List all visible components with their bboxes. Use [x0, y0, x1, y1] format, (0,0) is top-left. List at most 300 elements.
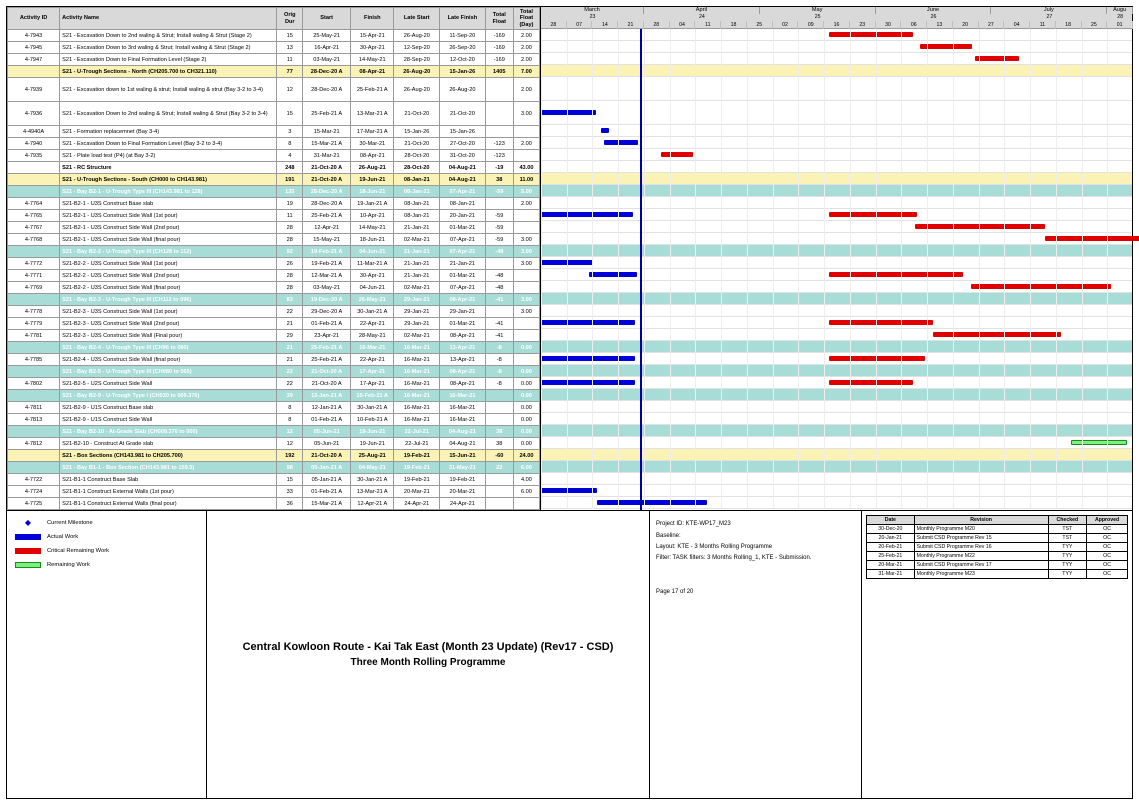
cell-ls: 02-Mar-21: [394, 234, 440, 246]
gantt-bar-blue[interactable]: [589, 272, 637, 277]
gantt-bar-blue[interactable]: [601, 128, 609, 133]
cell-tf: -41: [485, 330, 513, 342]
table-row[interactable]: [8, 450, 540, 462]
cell-lf: 27-Oct-20: [440, 138, 486, 150]
day-label: 27: [979, 21, 1005, 29]
table-row[interactable]: [8, 342, 540, 354]
table-row[interactable]: [8, 174, 540, 186]
cell-name: S21 - Formation replacemnet (Bay 3-4): [60, 126, 277, 138]
cell-ls: 21-Oct-20: [394, 138, 440, 150]
cell-od: 28: [277, 222, 303, 234]
revision-approved: OC: [1087, 525, 1128, 534]
cell-ls: 28-Oct-20: [394, 162, 440, 174]
table-row[interactable]: [8, 270, 540, 282]
cell-finish: 17-Apr-21: [351, 378, 394, 390]
gantt-row: [541, 473, 1132, 485]
gantt-bar-red[interactable]: [829, 356, 925, 361]
cell-tf: -41: [485, 318, 513, 330]
revision-checked: TYY: [1048, 561, 1087, 570]
cell-tf: -48: [485, 282, 513, 294]
cell-tr: 5.00: [513, 186, 539, 198]
cell-ls: 22-Jul-21: [394, 426, 440, 438]
revision-approved: OC: [1087, 534, 1128, 543]
gridline: [1107, 29, 1108, 509]
gantt-bar-red[interactable]: [975, 56, 1019, 61]
cell-lf: 31-Oct-20: [440, 150, 486, 162]
cell-tf: -19: [485, 162, 513, 174]
day-label: 04: [670, 21, 696, 29]
table-row[interactable]: [8, 330, 540, 342]
cell-lf: 26-Sep-20: [440, 42, 486, 54]
table-row[interactable]: [8, 42, 540, 54]
cell-tr: 2.00: [513, 78, 539, 102]
cell-tf: -59: [485, 210, 513, 222]
cell-finish: 30-Jan-21 A: [351, 306, 394, 318]
cell-od: 22: [277, 306, 303, 318]
cell-finish: 19-Jun-21: [351, 426, 394, 438]
revision-date: 20-Mar-21: [867, 561, 915, 570]
cell-name: S21-B2-10 - Construct At Grade slab: [60, 438, 277, 450]
cell-lf: 20-Jan-21: [440, 210, 486, 222]
cell-tf: -8: [485, 366, 513, 378]
gantt-bar-blue[interactable]: [541, 110, 596, 115]
cell-start: 12-Jan-21 A: [303, 402, 351, 414]
cell-name: S21-B1-1 Construct External Walls (final pour): [60, 498, 277, 510]
cell-tf: -59: [485, 222, 513, 234]
cell-id: [8, 342, 60, 354]
cell-tr: 0.00: [513, 426, 539, 438]
table-row[interactable]: [8, 474, 540, 486]
cell-name: S21-B2-2 - U3S Construct Side Wall (2nd pour): [60, 270, 277, 282]
table-row[interactable]: [8, 210, 540, 222]
table-row[interactable]: [8, 78, 540, 102]
table-row[interactable]: [8, 318, 540, 330]
gridline: [824, 29, 825, 509]
cell-tf: -60: [485, 450, 513, 462]
cell-lf: 20-Mar-21: [440, 486, 486, 498]
cell-finish: 18-Jun-21: [351, 234, 394, 246]
cell-finish: 19-Jun-21: [351, 438, 394, 450]
cell-start: 23-Apr-21: [303, 330, 351, 342]
table-row[interactable]: [8, 282, 540, 294]
cell-name: S21 - Bay B2-3 - U-Trough Type III (CH112 to 096): [60, 294, 277, 306]
revision-date: 20-Feb-21: [867, 543, 915, 552]
revision-head: [867, 516, 1128, 525]
month-label: June: [876, 7, 992, 14]
gantt-bar-blue[interactable]: [541, 356, 635, 361]
table-row[interactable]: [8, 258, 540, 270]
gantt-bar-red[interactable]: [829, 320, 933, 325]
table-row[interactable]: [8, 66, 540, 78]
cell-od: 11: [277, 210, 303, 222]
gantt-bar-blue[interactable]: [604, 140, 638, 145]
cell-od: 8: [277, 138, 303, 150]
gridline: [592, 29, 593, 509]
cell-ls: 16-Mar-21: [394, 414, 440, 426]
title-line-1: Central Kowloon Route - Kai Tak East (Month 23 Update) (Rev17 - CSD): [242, 640, 614, 653]
filter: Filter: TASK filters: 3 Months Rolling_1, KTE - Submission.: [656, 555, 812, 562]
cell-od: 11: [277, 54, 303, 66]
cell-ls: 21-Oct-20: [394, 102, 440, 126]
cell-tr: 0.00: [513, 342, 539, 354]
cell-start: 16-Apr-21: [303, 42, 351, 54]
cell-od: 15: [277, 474, 303, 486]
document-title: [207, 511, 650, 798]
cell-start: 03-May-21: [303, 282, 351, 294]
cell-od: 29: [277, 330, 303, 342]
revision-date: 20-Jan-21: [867, 534, 915, 543]
cell-name: S21-B2-1 - U3S Construct Side Wall (1st pour): [60, 210, 277, 222]
gridline: [1004, 29, 1005, 509]
data-date-line: [640, 29, 642, 510]
cell-start: 15-Mar-21 A: [303, 498, 351, 510]
cell-tf: [485, 486, 513, 498]
cell-lf: 01-Mar-21: [440, 318, 486, 330]
cell-finish: 30-Mar-21: [351, 138, 394, 150]
cell-lf: 16-Mar-21: [440, 402, 486, 414]
cell-od: 248: [277, 162, 303, 174]
cell-finish: 22-Apr-21: [351, 318, 394, 330]
col-late-start: Late Start: [394, 8, 440, 30]
gantt-bar-blue[interactable]: [541, 380, 635, 385]
table-row[interactable]: [8, 486, 540, 498]
cell-tf: -123: [485, 150, 513, 162]
cell-lf: 24-Apr-21: [440, 498, 486, 510]
month-label: May: [760, 7, 876, 14]
table-row[interactable]: [8, 414, 540, 426]
cell-id: 4-7781: [8, 330, 60, 342]
legend-label: Critical Remaining Work: [47, 547, 110, 554]
cell-name: S21-B2-2 - U3S Construct Side Wall (1st pour): [60, 258, 277, 270]
cell-tr: 2.00: [513, 54, 539, 66]
table-row[interactable]: [8, 138, 540, 150]
cell-ls: 19-Feb-21: [394, 450, 440, 462]
cell-id: 4-7778: [8, 306, 60, 318]
cell-od: 98: [277, 462, 303, 474]
cell-tr: 0.00: [513, 438, 539, 450]
table-row[interactable]: [8, 366, 540, 378]
cell-id: 4-7939: [8, 78, 60, 102]
gantt-row: [541, 149, 1132, 161]
gridline: [644, 29, 645, 509]
gantt-row: [541, 233, 1132, 245]
week-label: 27: [1046, 14, 1053, 20]
cell-id: 4-7802: [8, 378, 60, 390]
table-row[interactable]: [8, 102, 540, 126]
gantt-row: [541, 401, 1132, 413]
gantt-bar-red[interactable]: [829, 212, 917, 217]
day-label: 28: [644, 21, 670, 29]
cell-od: 21: [277, 342, 303, 354]
gantt-row: [541, 389, 1132, 401]
cell-tr: [513, 318, 539, 330]
day-label: 11: [1030, 21, 1056, 29]
gantt-row: [541, 461, 1132, 473]
cell-tr: [513, 126, 539, 138]
gantt-row: [541, 413, 1132, 425]
cell-od: 26: [277, 258, 303, 270]
cell-ls: 21-Jan-21: [394, 246, 440, 258]
gantt-row: [541, 77, 1132, 101]
cell-finish: 26-May-21: [351, 294, 394, 306]
cell-name: S21 - Bay B2-9 - U-Trough Type I (CH020 to 009.376): [60, 390, 277, 402]
gantt-row: [541, 425, 1132, 437]
revision-block: [862, 511, 1132, 798]
gantt-bar-blue[interactable]: [541, 488, 597, 493]
gantt-chart: [541, 7, 1132, 510]
cell-start: 01-Feb-21 A: [303, 486, 351, 498]
cell-start: 25-May-21: [303, 30, 351, 42]
cell-od: 19: [277, 198, 303, 210]
cell-ls: 15-Jan-26: [394, 126, 440, 138]
gantt-row: [541, 185, 1132, 197]
gantt-bar-blue[interactable]: [541, 320, 635, 325]
day-row: [541, 21, 1132, 29]
gantt-row: [541, 125, 1132, 137]
cell-name: S21 - Excavation Down to Final Formation Level (Bay 3-2 to 3-4): [60, 138, 277, 150]
cell-od: 15: [277, 102, 303, 126]
cell-start: 28-Dec-20 A: [303, 78, 351, 102]
cell-id: 4-7765: [8, 210, 60, 222]
cell-lf: 07-Apr-21: [440, 186, 486, 198]
cell-od: 191: [277, 174, 303, 186]
cell-lf: 31-May-21: [440, 462, 486, 474]
cell-name: S21 - Plate load test (P4) (at Bay 3-2): [60, 150, 277, 162]
col-late-finish: Late Finish: [440, 8, 486, 30]
cell-name: S21 - Bay B2-2 - U-Trough Type III (CH128 to 112): [60, 246, 277, 258]
cell-od: 39: [277, 390, 303, 402]
cell-tf: [485, 126, 513, 138]
cell-finish: 30-Apr-21: [351, 42, 394, 54]
cell-finish: 13-Mar-21 A: [351, 102, 394, 126]
gantt-row: [541, 137, 1132, 149]
cell-start: 28-Dec-20 A: [303, 198, 351, 210]
table-row[interactable]: [8, 462, 540, 474]
gantt-bar-red[interactable]: [1045, 236, 1139, 241]
cell-lf: 29-Jan-21: [440, 306, 486, 318]
table-row[interactable]: [8, 162, 540, 174]
layout: Layout: KTE - 3 Months Rolling Programme: [656, 544, 773, 551]
legend-label: Remaining Work: [47, 561, 90, 568]
revision-revision: Submit CSD Programme Rev 17: [914, 561, 1048, 570]
cell-start: 12-Jan-21 A: [303, 390, 351, 402]
cell-tr: [513, 282, 539, 294]
cell-finish: 19-Jan-21 A: [351, 198, 394, 210]
gridline: [670, 29, 671, 509]
cell-tr: 0.00: [513, 414, 539, 426]
cell-ls: 21-Jan-21: [394, 270, 440, 282]
cell-lf: 07-Apr-21: [440, 246, 486, 258]
cell-name: S21 - Bay B2-4 - U-Trough Type III (CH96 to 080): [60, 342, 277, 354]
cell-ls: 16-Mar-21: [394, 342, 440, 354]
baseline: Baseline:: [656, 532, 681, 539]
cell-start: 21-Oct-20 A: [303, 450, 351, 462]
table-row[interactable]: [8, 354, 540, 366]
revision-row: [867, 552, 1128, 561]
cell-tf: -59: [485, 234, 513, 246]
cell-tr: 4.00: [513, 474, 539, 486]
cell-tr: [513, 222, 539, 234]
day-label: 30: [876, 21, 902, 29]
table-row[interactable]: [8, 246, 540, 258]
cell-id: 4-7722: [8, 474, 60, 486]
day-label: 07: [567, 21, 593, 29]
cell-finish: 11-Mar-21 A: [351, 258, 394, 270]
cell-start: 25-Feb-21 A: [303, 354, 351, 366]
cell-tf: 38: [485, 426, 513, 438]
cell-od: 8: [277, 414, 303, 426]
cell-tr: 2.00: [513, 138, 539, 150]
cell-name: S21 - U-Trough Sections - South (CH000 to CH143.981): [60, 174, 277, 186]
table-row[interactable]: [8, 294, 540, 306]
revision-header-row: [867, 516, 1128, 525]
cell-od: 21: [277, 354, 303, 366]
gantt-row: [541, 41, 1132, 53]
cell-finish: 25-Aug-21: [351, 450, 394, 462]
cell-id: [8, 462, 60, 474]
gantt-bar-green[interactable]: [1071, 440, 1127, 445]
cell-finish: 10-Feb-21 A: [351, 414, 394, 426]
cell-start: 29-Dec-20 A: [303, 306, 351, 318]
cell-id: [8, 66, 60, 78]
table-row[interactable]: [8, 198, 540, 210]
gridline: [541, 29, 542, 509]
cell-tf: -48: [485, 270, 513, 282]
revision-revision: Submit CSD Programme Rev 15: [914, 534, 1048, 543]
cell-tr: [513, 150, 539, 162]
day-label: 02: [773, 21, 799, 29]
cell-start: 21-Oct-20 A: [303, 378, 351, 390]
table-row[interactable]: [8, 222, 540, 234]
cell-tr: 3.00: [513, 258, 539, 270]
cell-name: S21-B1-1 Construct External Walls (1st pour): [60, 486, 277, 498]
gantt-row: [541, 485, 1132, 497]
cell-tf: [485, 474, 513, 486]
cell-lf: 11-Sep-20: [440, 30, 486, 42]
cell-id: [8, 162, 60, 174]
day-label: 21: [618, 21, 644, 29]
table-row[interactable]: [8, 306, 540, 318]
gridline: [876, 29, 877, 509]
gantt-bar-red[interactable]: [915, 224, 1045, 229]
table-row[interactable]: [8, 402, 540, 414]
cell-tr: [513, 210, 539, 222]
cell-tr: 6.00: [513, 462, 539, 474]
cell-lf: 19-Feb-21: [440, 474, 486, 486]
table-row[interactable]: [8, 438, 540, 450]
cell-od: 12: [277, 438, 303, 450]
gridline: [1056, 29, 1057, 509]
cell-start: 21-Oct-20 A: [303, 162, 351, 174]
cell-ls: 24-Apr-21: [394, 498, 440, 510]
cell-tr: [513, 498, 539, 510]
cell-id: 4-7771: [8, 270, 60, 282]
cell-ls: 26-Aug-20: [394, 30, 440, 42]
table-row[interactable]: [8, 186, 540, 198]
cell-finish: 14-May-21: [351, 54, 394, 66]
cell-finish: 30-Apr-21: [351, 270, 394, 282]
table-row[interactable]: [8, 234, 540, 246]
col-rev-revision: Revision: [914, 516, 1048, 525]
cell-name: S21 - Excavation Down to 2nd waling & Strut; Install waling & Strut (Bay 3-2 to 3-4): [60, 102, 277, 126]
cell-finish: 17-Apr-21: [351, 366, 394, 378]
cell-name: S21 - U-Trough Sections - North (CH205.700 to CH321.110): [60, 66, 277, 78]
cell-finish: 25-Feb-21 A: [351, 78, 394, 102]
week-row: [541, 14, 1132, 21]
table-row[interactable]: [8, 54, 540, 66]
cell-name: S21-B2-2 - U3S Construct Side Wall (final pour): [60, 282, 277, 294]
cell-id: [8, 366, 60, 378]
cell-lf: 07-Apr-21: [440, 282, 486, 294]
revision-body: [867, 525, 1128, 579]
table-row[interactable]: [8, 30, 540, 42]
cell-id: [8, 450, 60, 462]
cell-name: S21 - Excavation Down to 2nd waling & Strut; Install waling & Strut (Stage 2): [60, 30, 277, 42]
cell-start: 19-Dec-20 A: [303, 294, 351, 306]
cell-tf: [485, 402, 513, 414]
table-row[interactable]: [8, 390, 540, 402]
cell-finish: 08-Apr-21: [351, 66, 394, 78]
cell-tf: -8: [485, 354, 513, 366]
table-row[interactable]: [8, 378, 540, 390]
gantt-row: [541, 53, 1132, 65]
gantt-row: [541, 353, 1132, 365]
cell-id: 4-7940: [8, 138, 60, 150]
gantt-row: [541, 281, 1132, 293]
cell-id: 4-7947: [8, 54, 60, 66]
revision-row: [867, 525, 1128, 534]
cell-tf: -169: [485, 54, 513, 66]
cell-id: 4-7811: [8, 402, 60, 414]
cell-finish: 04-Jun-21: [351, 282, 394, 294]
cell-ls: 22-Jul-21: [394, 438, 440, 450]
table-row[interactable]: [8, 426, 540, 438]
revision-row: [867, 561, 1128, 570]
cell-lf: 04-Aug-21: [440, 174, 486, 186]
day-label: 13: [927, 21, 953, 29]
gantt-row: [541, 317, 1132, 329]
cell-start: 31-Mar-21: [303, 150, 351, 162]
gantt-bar-red[interactable]: [661, 152, 693, 157]
cell-start: 05-Jun-21: [303, 438, 351, 450]
cell-ls: 16-Mar-21: [394, 366, 440, 378]
gantt-row: [541, 29, 1132, 41]
cell-tr: 43.00: [513, 162, 539, 174]
cell-tf: -8: [485, 378, 513, 390]
gantt-bar-red[interactable]: [971, 284, 1111, 289]
cell-finish: 13-Mar-21 A: [351, 486, 394, 498]
gantt-bar-blue[interactable]: [597, 500, 707, 505]
table-row[interactable]: [8, 150, 540, 162]
cell-start: 15-May-21: [303, 234, 351, 246]
cell-od: 28: [277, 282, 303, 294]
activity-grid-body: [8, 30, 540, 510]
activity-grid: [7, 7, 540, 510]
table-row[interactable]: [8, 126, 540, 138]
cell-tr: [513, 354, 539, 366]
cell-name: S21-B1-1 Construct Base Slab: [60, 474, 277, 486]
day-label: 23: [850, 21, 876, 29]
week-label: 25: [814, 14, 821, 20]
table-row[interactable]: [8, 498, 540, 510]
cell-od: 77: [277, 66, 303, 78]
cell-id: 4-7725: [8, 498, 60, 510]
cell-lf: 08-Apr-21: [440, 366, 486, 378]
day-label: 06: [901, 21, 927, 29]
legend-label: Actual Work: [47, 533, 79, 540]
cell-finish: 19-Jun-21: [351, 174, 394, 186]
cell-ls: 26-Aug-20: [394, 66, 440, 78]
